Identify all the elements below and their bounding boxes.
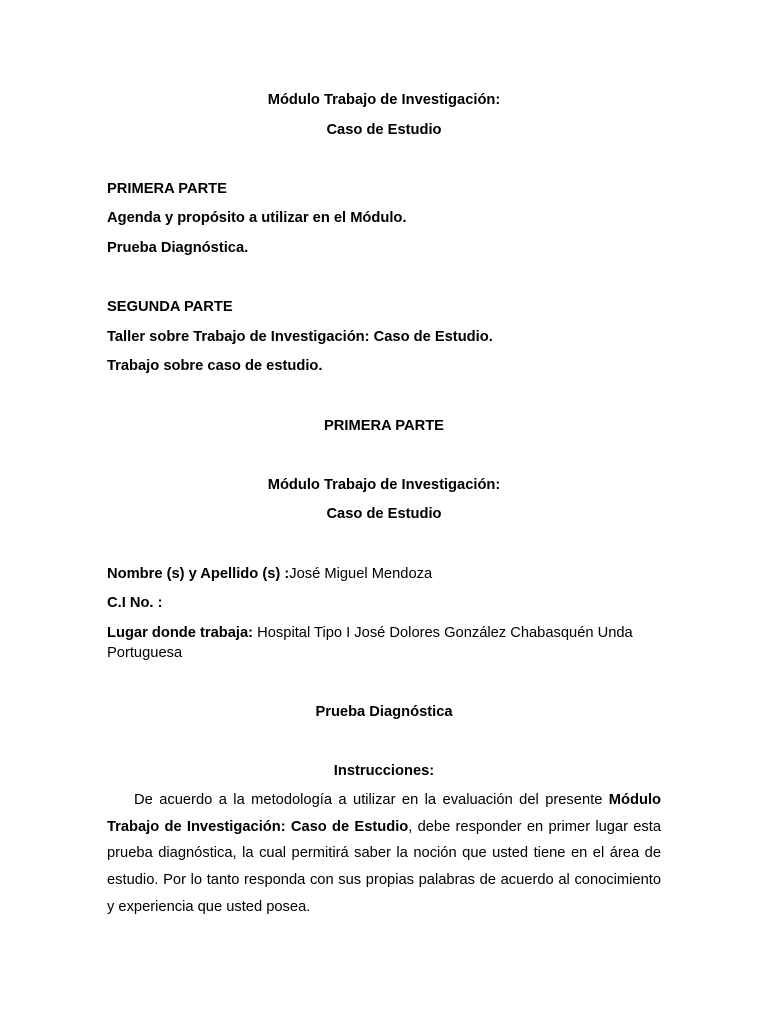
paragraph-module-name: Módulo Trabajo de Investigación: Caso de Estudio	[107, 792, 661, 835]
module-title-line1: Módulo Trabajo de Investigación:	[267, 92, 501, 108]
instructions-heading: Instrucciones:	[333, 763, 435, 779]
ci-field	[107, 593, 662, 613]
part2-heading: SEGUNDA PARTE	[107, 299, 233, 315]
name-label: Nombre (s) y Apellido (s) :	[107, 566, 290, 582]
part1-heading: PRIMERA PARTE	[107, 181, 227, 197]
part2-item-workshop: Taller sobre Trabajo de Investigación: Caso de Estudio.	[107, 329, 493, 345]
section-heading: PRIMERA PARTE	[324, 418, 444, 434]
part1-item-diagnostic: Prueba Diagnóstica.	[107, 240, 249, 256]
paragraph-text-start: De acuerdo a la metodología a utilizar en la evaluación del presente	[134, 792, 609, 808]
diagnostic-test-title: Prueba Diagnóstica	[315, 704, 453, 720]
name-field	[107, 564, 662, 584]
module-title-line2: Caso de Estudio	[326, 122, 442, 138]
paragraph-text-end: , debe responder en primer lugar esta prueba diagnóstica, la cual permitirá saber la noción que usted tiene en el área de estudio. Por lo tanto responda con sus propias palabras de acuerdo al conocimiento y experiencia que usted posea.	[107, 818, 661, 915]
workplace-label: Lugar donde trabaja:	[107, 625, 254, 641]
section-title-line2: Caso de Estudio	[326, 506, 442, 522]
part2-item-casework: Trabajo sobre caso de estudio.	[107, 358, 323, 374]
name-value: José Miguel Mendoza	[289, 566, 433, 582]
part1-item-agenda: Agenda y propósito a utilizar en el Módulo.	[107, 210, 407, 226]
ci-label: C.I No. :	[107, 595, 163, 611]
workplace-value: Hospital Tipo I José Dolores González Chabasquén Unda Portuguesa	[107, 625, 633, 661]
workplace-field	[107, 623, 662, 663]
section-title-line1: Módulo Trabajo de Investigación:	[267, 477, 501, 493]
instructions-paragraph	[107, 787, 661, 921]
